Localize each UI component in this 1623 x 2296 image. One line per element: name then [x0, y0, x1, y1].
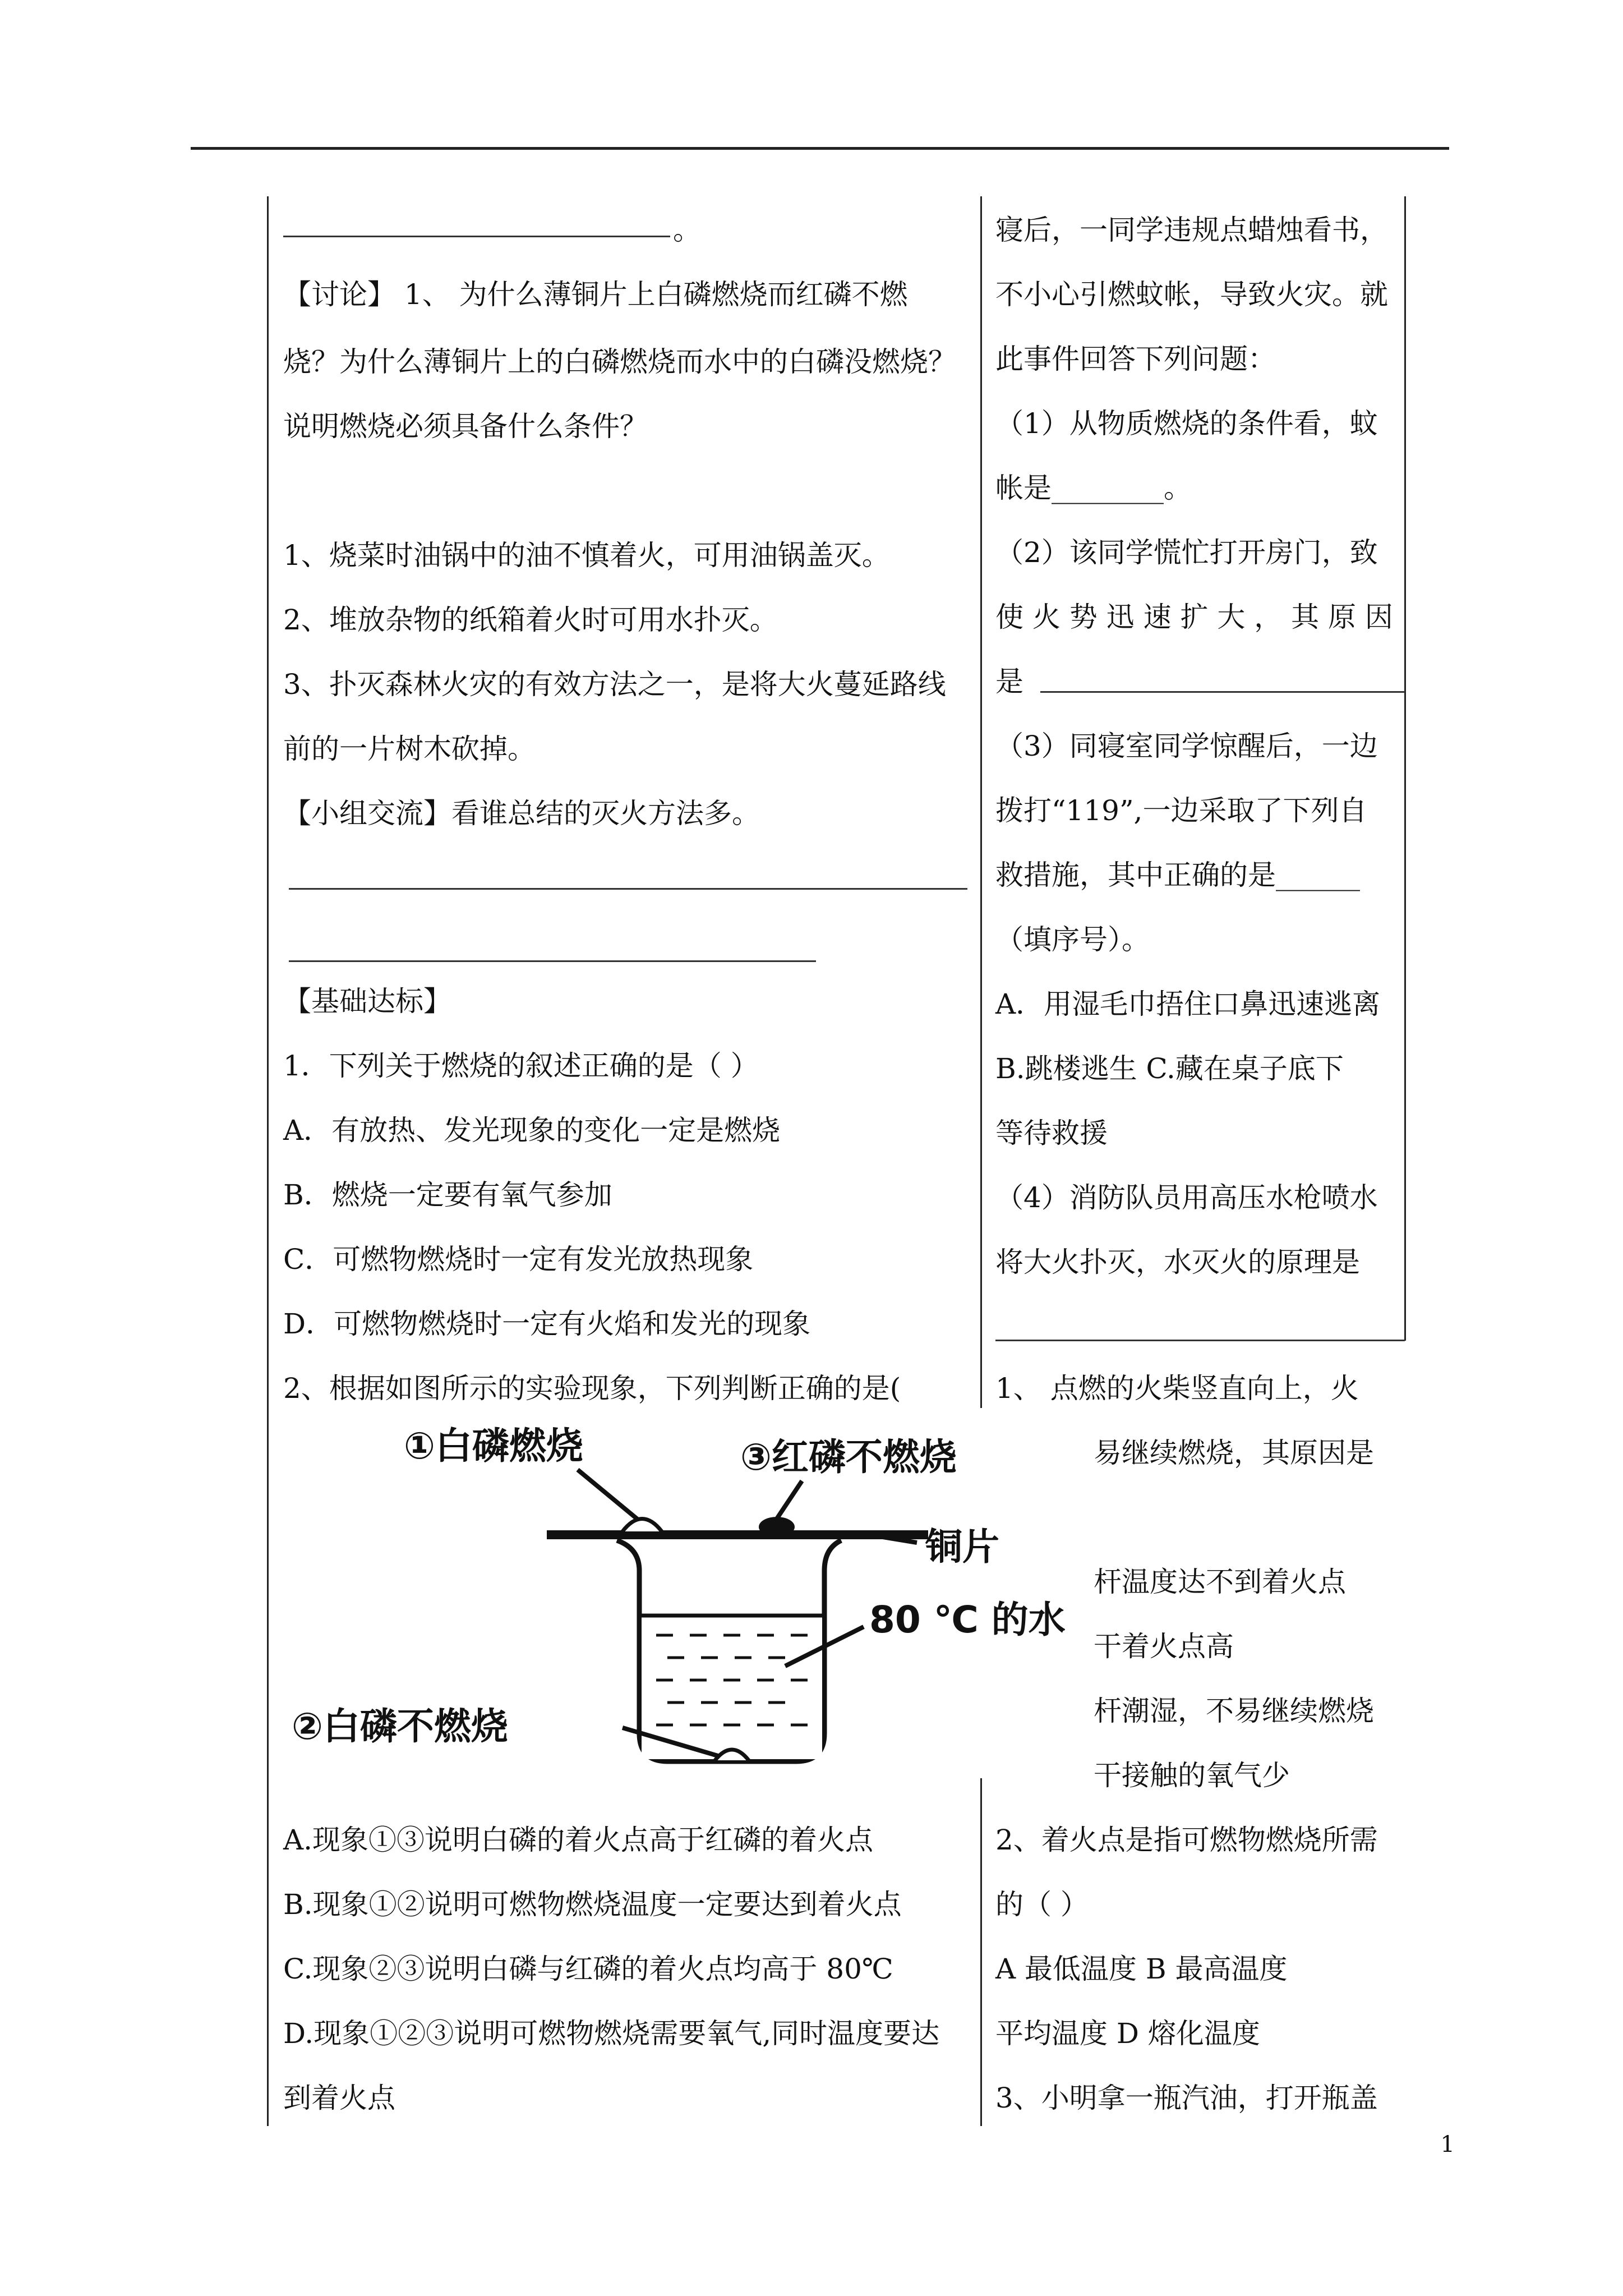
- left-line-11: A．有放热、发光现象的变化一定是燃烧: [283, 1114, 781, 1147]
- table-middle-border: [980, 196, 982, 2126]
- answer-blank-line: [289, 888, 967, 890]
- answer-blank-line: [995, 1340, 1405, 1341]
- water: [642, 1616, 822, 1759]
- right-line-1: 不小心引燃蚊帐，导致火灾。就: [995, 278, 1388, 311]
- left-line-8: 【小组交流】看谁总结的灭火方法多。: [283, 797, 760, 830]
- left-line-7: 前的一片树木砍掉。: [283, 733, 536, 765]
- right-line-14: 等待救援: [995, 1117, 1108, 1149]
- right-line-16: 将大火扑灭，水灭火的原理是: [995, 1246, 1360, 1278]
- left-line-13: C．可燃物燃烧时一定有发光放热现象: [283, 1243, 754, 1276]
- right-line-26: 平均温度 D 熔化温度: [995, 2017, 1260, 2050]
- right-line-22: 干接触的氧气少: [1094, 1759, 1290, 1792]
- right-line-27: 3、小明拿一瓶汽油，打开瓶盖: [995, 2082, 1378, 2114]
- answer-blank-line: [289, 960, 816, 962]
- left-line-12: B．燃烧一定要有氧气参加: [283, 1179, 612, 1211]
- left-line-3: 说明燃烧必须具备什么条件？: [283, 410, 648, 443]
- right-line-11: （填序号）。: [995, 923, 1150, 956]
- right-line-4: 帐是________。: [995, 472, 1192, 504]
- right-line-15: （4）消防队员用高压水枪喷水: [995, 1181, 1378, 1214]
- left-line-10: 1．下列关于燃烧的叙述正确的是（ ）: [283, 1050, 759, 1082]
- right-line-5: （2）该同学慌忙打开房门，致: [995, 536, 1378, 569]
- right-line-24: 的（ ）: [995, 1888, 1089, 1921]
- left-line-16: A.现象①③说明白磷的着火点高于红磷的着火点: [283, 1824, 874, 1856]
- right-line-25: A 最低温度 B 最高温度: [995, 1953, 1288, 1985]
- left-line-1: 【讨论】 1、 为什么薄铜片上白磷燃烧而红磷不燃: [283, 278, 908, 311]
- left-line-0: 。: [673, 214, 701, 246]
- label-white-phosphorus-not-burning: ②白磷不燃烧: [292, 1705, 508, 1748]
- page-number: 1: [1440, 2132, 1455, 2157]
- right-line-10: 救措施，其中正确的是______: [995, 859, 1360, 891]
- right-line-3: （1）从物质燃烧的条件看，蚊: [995, 407, 1378, 440]
- left-line-6: 3、扑灭森林火灾的有效方法之一，是将大火蔓延路线: [283, 668, 946, 701]
- right-line-13: B.跳楼逃生 C.藏在桌子底下: [995, 1052, 1344, 1085]
- right-line-18: 易继续燃烧，其原因是: [1094, 1437, 1374, 1469]
- right-line-17: 1、 点燃的火柴竖直向上，火: [995, 1372, 1359, 1405]
- left-line-20: 到着火点: [283, 2082, 395, 2114]
- left-line-2: 烧？为什么薄铜片上的白磷燃烧而水中的白磷没燃烧？: [283, 346, 956, 378]
- right-line-9: 拨打“119”,一边采取了下列自: [995, 794, 1367, 827]
- left-line-19: D.现象①②③说明可燃物燃烧需要氧气,同时温度要达: [283, 2017, 940, 2050]
- left-line-9: 【基础达标】: [283, 985, 451, 1018]
- table-right-border: [1404, 196, 1406, 1341]
- right-line-2: 此事件回答下列问题：: [995, 343, 1276, 375]
- left-line-17: B.现象①②说明可燃物燃烧温度一定要达到着火点: [283, 1888, 902, 1921]
- answer-blank-line: [1040, 691, 1405, 693]
- right-line-7: 是: [995, 665, 1023, 698]
- experiment-figure: [280, 1408, 1094, 1778]
- label-white-phosphorus-burning: ①白磷燃烧: [404, 1424, 583, 1467]
- label-hot-water: 80 ℃ 的水: [869, 1598, 1066, 1641]
- right-line-21: 杆潮湿，不易继续燃烧: [1094, 1695, 1374, 1727]
- right-line-8: （3）同寝室同学惊醒后，一边: [995, 730, 1378, 762]
- header-rule: [191, 147, 1449, 150]
- label-red-phosphorus-not-burning: ③红磷不燃烧: [740, 1435, 957, 1479]
- right-line-19: 杆温度达不到着火点: [1094, 1566, 1346, 1598]
- right-line-6: 使 火 势 迅 速 扩 大 ， 其 原 因: [995, 601, 1393, 633]
- right-line-20: 干着火点高: [1094, 1630, 1234, 1663]
- label-copper: 铜片: [925, 1525, 999, 1568]
- left-line-4: 1、烧菜时油锅中的油不慎着火，可用油锅盖灭。: [283, 539, 890, 572]
- red-phosphorus: [759, 1517, 795, 1537]
- right-line-12: A．用湿毛巾捂住口鼻迅速逃离: [995, 988, 1381, 1020]
- left-line-14: D．可燃物燃烧时一定有火焰和发光的现象: [283, 1308, 811, 1340]
- left-line-18: C.现象②③说明白磷与红磷的着火点均高于 80℃: [283, 1953, 893, 1985]
- left-line-5: 2、堆放杂物的纸箱着火时可用水扑灭。: [283, 604, 778, 636]
- right-line-23: 2、着火点是指可燃物燃烧所需: [995, 1824, 1378, 1856]
- answer-blank-line: [283, 236, 670, 237]
- table-left-border: [267, 196, 269, 2126]
- left-line-15: 2、根据如图所示的实验现象，下列判断正确的是(: [283, 1372, 901, 1405]
- right-line-0: 寝后，一同学违规点蜡烛看书，: [995, 214, 1388, 246]
